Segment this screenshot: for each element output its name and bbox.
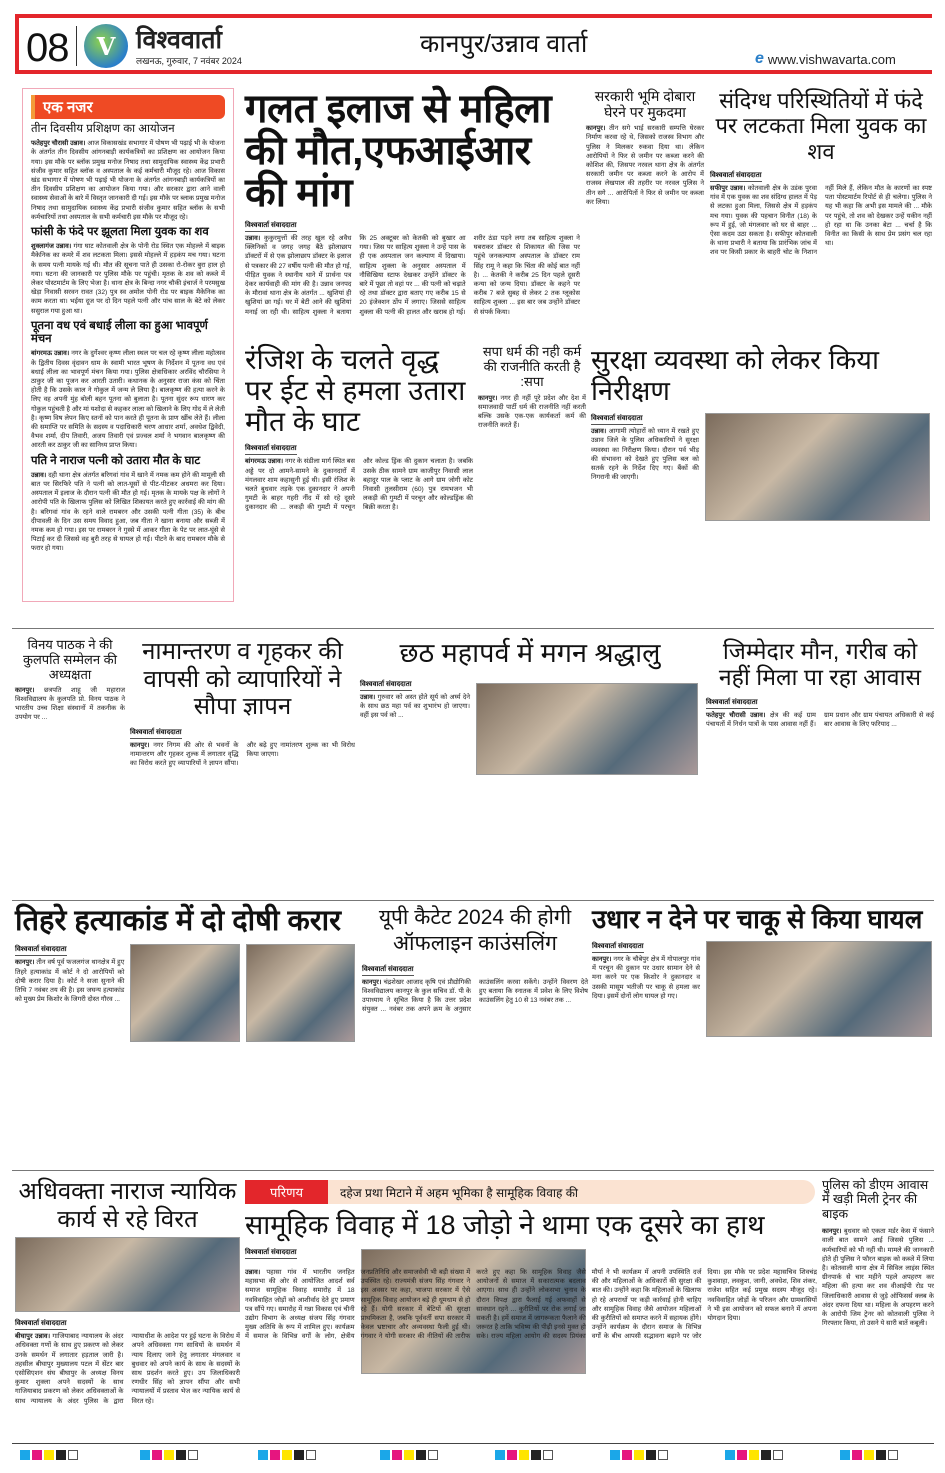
color-swatch [32,1450,42,1460]
divider [12,900,934,901]
brief-title: पूतना वध एवं बधाई लीला का हुआ भावपूर्ण मंचन [31,319,208,346]
article-jimmedar [706,638,934,893]
color-swatch [876,1450,886,1460]
byline: विश्ववार्ता संवाददाता [591,414,643,425]
article-udhar [592,905,932,1165]
brief-dateline: उन्नाव। [31,471,47,479]
color-swatch [634,1450,644,1460]
byline: विश्ववार्ता संवाददाता [130,728,182,739]
color-swatch [306,1450,316,1460]
article-adhivakta [15,1178,240,1440]
byline: विश्ववार्ता संवाददाता [245,221,297,232]
parinay-strip [245,1180,815,1204]
article-samuhik-vivah [245,1210,817,1442]
color-swatch [840,1450,850,1460]
color-swatch [56,1450,66,1460]
headline: सामूहिक विवाह में 18 जोड़ो ने थामा एक दूसरे का हाथ [245,1210,765,1240]
article-body: पहासा गांव में भारतीय जनहित महासभा की ओर से आयोजित आदर्श सर्व समाज सामूहिक विवाह समारोह में 18 नवविवाहित जोड़ों को आशीर्वाद देते हुए प्रमाण पत्र सौंपे गए। समारोह में गन्ना विकास एवं चीनी उद्योग विभाग के अध्यक्ष संजय सिंह गंगवार मुख्य अतिथि के रूप में शामिल हुए। कार्यक्रम में समाज के विभिन्न वर्गों के लोग, क्षेत्रीय जनप्रतिनिधि और समाजसेवी भी बड़ी संख्या में उपस्थित रहे। राज्यमंत्री संजय सिंह गंगवार ने इस अवसर पर कहा, भाजपा सरकार में ऐसे सामूहिक विवाह आयोजन बड़े ही धूमधाम से हो रहे हैं। योगी सरकार में बेटियों की सुरक्षा प्राथमिकता है, जबकि पूर्ववर्ती सपा सरकार में केवल भ्रष्टाचार और अव्यवस्था फैली हुई थी। गंगवार ने योगी सरकार की नीतियों की तारीफ करते हुए कहा कि सामूहिक विवाह जैसे आयोजनों से समाज में सकारात्मक बदलाव आएगा। साथ ही उन्होंने लोकसभा चुनाव के दौरान विपक्ष द्वारा फैलाई गई अफवाहों से सावधान रहने ... कुरीतियों पर रोक लगाई जा सकती है। हमें समाज में जागरूकता फैलाने की जरूरत है ताकि भविष्य की पीढ़ी इनसे मुक्त हो सके। राज्य महिला आयोग की सदस्य प्रियंका मौर्या ने भी कार्यक्रम में अपनी उपस्थिति दर्ज की और महिलाओं के अधिकारों की सुरक्षा की बात की। उन्होंने कहा कि महिलाओं के खिलाफ हो रहे अपराधों पर कड़ी कार्रवाई होनी चाहिए और सामूहिक विवाह जैसे आयोजन महिलाओं की कुरीतियों को समाप्त करने में सहायक होंगे। उन्होंने कार्यक्रम के दौरान समाज के विभिन्न वर्गों के बीच आपसी सद्भावना बढ़ाने पर जोर दिया। इस मौके पर प्रदेश महासचिव शिवचंद्र कुशवाहा, लवकुश, जानी, अवधेश, शिव शंकर, राजेश सहित कई प्रमुख सदस्य मौजूद रहे। नवविवाहित जोड़ों के परिजन और ग्रामवासियों ने भी इस आयोजन को सफल बनाने में अपना योगदान दिया। [245,1269,817,1341]
color-bar [258,1450,316,1460]
color-swatch [258,1450,268,1460]
color-swatch [531,1450,541,1460]
byline: विश्ववार्ता संवाददाता [362,965,414,976]
color-swatch [622,1450,632,1460]
article-body: नगर निगम की ओर से भवनों के नामान्तरण और गृहकर शुल्क में लगातार वृद्धि का विरोध करते हुए व्यापारियों ने ज्ञापन सौंपा। और बढ़े हुए नामांतरण शुल्क का भी विरोध किया जाएगा। [130,741,355,768]
article-dateline: कानपुर। [362,978,382,986]
article-body: क्षेत्र की कई ग्राम पंचायतों में निर्धन पात्रों के पास आवास नहीं हैं। ग्राम प्रधान और ग्राम पंचायत अधिकारी से कई बार आवास के लिए फरियाद ... [706,711,934,729]
color-bar [840,1450,898,1460]
page-number: 08 [26,26,69,70]
article-body: छत्रपति शाहू जी महाराज विश्वविद्यालय के कुलपति प्रो. विनय पाठक ने भारतीय उच्च शिक्षा संस्थानों में तकनीक के उपयोग पर ... [15,686,125,722]
color-swatch [495,1450,505,1460]
photo-chhath-devotees [476,683,698,775]
article-body: नगर के चौबेपुर क्षेत्र में गोपालपुर गांव में परचून की दुकान पर उधार सामान देने से मना करने पर एक किशोर ने दुकानदार व उसकी मासूम भतीजी पर चाकू से हमला कर दिया। इसमें दोनों लोग घायल हो गए। [592,955,700,1000]
brief-title: फांसी के फंदे पर झूलता मिला युवक का शव [31,226,209,239]
article-dateline: सफीपुर उन्नाव। [710,184,746,192]
article-dateline: कानपुर। [15,959,35,967]
color-swatch [416,1450,426,1460]
headline: छठ महापर्व में मगन श्रद्धालु [399,638,661,668]
divider [76,26,77,66]
parinay-label: परिणय [245,1180,328,1204]
color-swatch [20,1450,30,1460]
article-police-bike [822,1178,934,1440]
brief-item [31,320,225,451]
article-dateline: कानपुर। [15,686,35,694]
byline: विश्ववार्ता संवाददाता [710,171,762,182]
brief-item [31,455,225,554]
article-body: गुरुवार को अस्त होते सूर्य को अर्घ्य देने के साथ छठ महा पर्व का शुभारंभ हो जाएगा। वहीं इस पर्व को ... [360,694,470,720]
byline: विश्ववार्ता संवाददाता [706,698,758,709]
website-url[interactable]: www.vishwavarta.com [767,51,896,67]
color-swatch [507,1450,517,1460]
headline: गलत इलाज से महिला की मौत,एफआईआर की मांग [245,87,552,215]
byline: विश्ववार्ता संवाददाता [15,945,67,956]
article-dateline: फतेहपुर चौरासी उन्नाव। [706,711,766,719]
brief-body: नगर के दुर्गेश्वर कृष्ण लीला स्थल पर चल रहे कृष्ण लीला महोत्सव के द्वितीय दिवस वृंदावन धाम के स्वामी भारत भूषण के निर्देशन में पूतना वध एवं बधाई लीला का भावपूर्ण मंचन किया गया। पुलिस क्षेत्राधिकार अरविंद चौरसिया ने ठाकुर जी का पूजन कर आरती उतारी। कथानक के अनुसार राजा कंस को चिंता होती है कि उसके काल ने गोकुल में जन्म ले लिया है। बालकृष्ण की हत्या करने के लिए वह अपनी मुंह बोली बहन पूतना को बुलाता है। पूतना सुंदर रूप धारण कर गोकुल पहुंचती है और मां यशोदा से कहकर लाला को खिलाने के लिए गोद में ले लेती है। कृष्ण विष लेपन किए स्तनों को पान करते ही पूतना के प्राण खींच लेते हैं। लीला की समाप्ति पर समिति के सदस्य व पदाधिकारी चरण आधार शर्मा, अवधेश द्विवेदी, वैभव शर्मा, दीप तिवारी, अजय तिवारी एवं प्रज्वल शर्मा ने भगवान बालकृष्ण की आरती कर ठाकुर जी का सानिध्य प्राप्त किया। [31,350,225,450]
color-bar [725,1450,783,1460]
article-body: नगर के संडीला मार्ग स्थित बस अड्डे पर दो आमने-सामने के दुकानदारों में मंगलवार शाम कहासुनी हुई थी। इसी रंजिश के चलते बुधवार तड़के एक दुकानदार ने अपनी गुमटी के बाहर गहरी नींद में सो रहे दूसरे दुकानदार की ... लकड़ी की गुमटी में परचून और कोल्ड ड्रिंक की दुकान चलाता है। जबकि उसके ठीक सामने ग्राम काजीपुर निवासी लाल बहादुर पाल के प्लाट के आगे ग्राम जोगी कोट निवासी तुलसीराम (60) पुत्र रामभजन भी लकड़ी की गुमटी में परचून और कोल्डड्रिंक की बिक्री करता है। [245,458,473,512]
brief-item [31,226,225,316]
article-vinay-pathak [15,638,125,893]
logo-globe-icon: V [84,24,128,68]
headline: तिहरे हत्याकांड में दो दोषी करार [15,905,341,937]
divider [12,1170,934,1171]
headline: सरकारी भूमि दोबारा घेरने पर मुकदमा [594,88,696,121]
article-dateline: उन्नाव। [245,1269,261,1276]
article-tihre [15,905,355,1165]
color-bar [380,1450,438,1460]
color-swatch [888,1450,898,1460]
color-swatch [428,1450,438,1460]
color-swatch [864,1450,874,1460]
photo-accused-1 [130,944,239,1042]
brief-body: गंगा घाट कोतवाली क्षेत्र के पोनी रोड स्थित एक मोहल्ले में बाइक मैकेनिक का कमरे में शव लटकता मिला। इससे मोहल्ले में हड़कंप मच गया। घटना के समय पत्नी मायके गई थी। मौत की सूचना पाते ही उसका रो-रोकर बुरा हाल हो गया। घटना की जानकारी पर पुलिस मौके पर पहुंची। मृतक के शव को कब्जे में लेकर पोस्टमार्टम के लिए भेजा है। थाना क्षेत्र के बिन्दा नगर चौकी इंचार्ज ने परमसुख खेड़ा निवासी सरवन रावत (32) पुत्र स्व अमोल पोनी रोड पर बाइक मैकेनिक का काम करता था। भईया दूज पर दो दिन पहले पत्नी और पांच साल के बेटे को लेकर ससुराल गया हुआ था। [31,243,225,315]
website-link[interactable] [755,50,896,68]
color-swatch [188,1450,198,1460]
paper-name: विश्ववार्ता [136,26,223,54]
headline: संदिग्ध परिस्थितियों में फंदे पर लटकता मिला युवक का शव [715,88,927,164]
article-namantaran [130,638,355,893]
color-swatch [380,1450,390,1460]
article-body: नगर ही नहीं पूरे प्रदेश और देश में समाजवादी पार्टी धर्म की राजनीति नहीं करती बल्कि उसके एक-एक कार्यकर्ता कर्म की राजनीति करते हैं। [478,394,586,430]
article-dateline: कानपुर। [478,394,498,402]
color-swatch [294,1450,304,1460]
headline: विनय पाठक ने की कुलपति सम्मेलन की अध्यक्षता [22,637,117,682]
headline: पुलिस को डीएम आवास में खड़ी मिली ट्रेनर की बाइक [822,1178,929,1221]
photo-police-inspection [705,413,930,521]
article-body: कुकुरमुत्तों की तरह खुल रहे अवैध क्लिनिकों व जगह जगह बैठे झोलाछाप डॉक्टरों में से एक झोलाछाप डॉक्टर के इलाज से पत्रकार की 27 वर्षीय पत्नी की मौत हो गई, पीड़ित युवक ने स्थानीय थाने में प्रार्थना पत्र देकर कार्यवाही की मांग की है। उन्नाव जनपद के मौरावां थाना क्षेत्र के अंतर्गत ... खुशियां ही खुशियां छा गई। घर में बेटी आने की खुशियां मनाई जा रही थी। साहित्य शुक्ला ने बताया कि 25 अक्टूबर को केतकी को बुखार आ गया। जिस पर साहित्य शुक्ला ने उन्हें पास के ही एक अस्पताल जन कल्याण में दिखाया। साहित्य शुक्ला के अनुसार अस्पताल में नौसिखिया स्टाफ देखकर उन्होंने डॉक्टर के बारे में पूछा तो वहां पर ... की पत्नी को चढ़ाते रहे तथा डॉक्टर द्वारा बताए गए करीब 15 से 20 इंजेक्शन ठोंप में लगाए। जिससे साहित्य शुक्ला की पत्नी की हालत और खराब हो गई। शरीर ठंडा पड़ने लगा तब साहित्य शुक्ला ने घबराकर डॉक्टर से शिकायत की जिस पर पहुंचे जनकल्याण अस्पताल के डॉक्टर राम सिंह रामू ने कहा कि चिंता की कोई बात नहीं है। ... केतकी ने करीब 25 दिन पहले दूसरी कन्या को जन्म दिया। डॉक्टर के कहने पर करीब 7 बजे सुबह से लेकर 2 तक ग्लूकोस साहित्य शुक्ला ... इस बार जब उन्होंने डॉक्टर से संपर्क किया। [245,235,580,316]
headline: यूपी कैटेट 2024 की होगी ऑफलाइन काउंसलिंग [378,906,572,956]
color-swatch [404,1450,414,1460]
article-body: तीन सगे भाई सरकारी सम्पत्ति घेरकर निर्माण करवा रहे थे, जिसको राजस्व विभाग और पुलिस ने मिलकर रुकवा दिया था। लेकिन आरोपियों ने फिर से जमीन पर कब्जा करने की कोशिश की, जिसपर नरवल थाना क्षेत्र के अंतर्गत सरकारी जमीन पर कब्जा करने के आरोप में राजस्व लेखपाल की तहरीर पर नरवल पुलिस ने तीन सगे ... आरोपितों ने फिर से जमीन पर कब्जा कर लिया। [586,125,704,206]
color-swatch [725,1450,735,1460]
ek-nazar-label: एक नजर [31,95,225,119]
article-dateline: कानपुर। [822,1228,842,1236]
article-sarkari-bhumi [586,88,704,338]
brief-dateline: बांगरमऊ उन्नाव। [31,350,70,358]
color-bar [610,1450,668,1460]
photo-accused-2 [246,944,355,1042]
byline: विश्ववार्ता संवाददाता [360,680,412,691]
byline: विश्ववार्ता संवाददाता [245,444,297,455]
headline: सपा धर्म की नही कर्म की राजनीति करती है :सपा [482,344,582,389]
byline: विश्ववार्ता संवाददाता [15,1319,67,1330]
browser-e-icon: e [755,50,764,67]
color-swatch [44,1450,54,1460]
color-bar [495,1450,553,1460]
color-bar [20,1450,78,1460]
headline: नामान्तरण व गृहकर की वापसी को व्यापारियों ने सौपा ज्ञापन [142,638,343,721]
headline: सुरक्षा व्यवस्था को लेकर किया निरीक्षण [591,345,879,407]
brief-body: दही थाना क्षेत्र अंतर्गत बरिगवां गांव में खाने में नमक कम होने की मामूली सी बात पर सिरफिरे पति ने पत्नी को लात-घूसों से पीट-पीटकर अधमरा कर दिया। अस्पताल में इलाज के दौरान पत्नी की मौत हो गई। मृतक के मायके पक्ष के लोगों ने आरोपी पति के खिलाफ पुलिस को लिखित शिकायत करते हुए कार्रवाई की मांग की है। बरिगवां गांव के रहने वाले रामबरन और उसकी पत्नी गीता (35) के बीच दीपावली के दिन उस समय विवाद हुआ, जब गीता ने खाना बनाया और सब्जी में नमक कम हो गया। इस पर रामबरन ने गुस्से में आकर गीता के पेट पर लात-घूंसे से पिटाई कर दी जिससे वह बुरी तरह से घायल हो गई। पीटने के बाद रामबरन मौके से फरार हो गया। [31,471,225,553]
article-body: चंद्रशेखर आजाद कृषि एवं प्रौद्योगिकी विश्वविद्यालय कानपुर के कुल सचिव डॉ. पी के उपाध्याय ने सूचित किया है कि उत्तर प्रदेश संयुक्त ... नवंबर तक अपने क्रम के अनुसार काउंसलिंग करवा सकेंगे। उन्होंने विवरण देते हुए बताया कि स्नातक में प्रवेश के लिए विशेष काउंसलिंग हेतु 10 से 13 नवंबर तक ... [362,978,588,1014]
color-swatch [152,1450,162,1460]
color-swatch [140,1450,150,1460]
headline: उधार न देने पर चाकू से किया घायल [592,904,923,934]
headline: रंजिश के चलते वृद्ध पर ईट से हमला उतारा मौत के घाट [245,344,466,437]
article-sapa [478,345,586,600]
color-swatch [176,1450,186,1460]
article-ranjish [245,345,473,600]
article-dateline: कानपुर। [592,955,612,963]
brief-title: तीन दिवसीय प्रशिक्षण का आयोजन [31,123,175,135]
divider [12,1443,934,1444]
brief-item [31,123,225,222]
ek-nazar-box [22,88,234,602]
brief-dateline: शुक्लागंज उन्नाव। [31,243,72,251]
color-swatch [392,1450,402,1460]
article-dateline: बांगरमऊ उन्नाव। [245,458,284,466]
color-swatch [282,1450,292,1460]
article-dateline: कानपुर। [586,125,606,133]
article-chhath [360,638,700,893]
color-swatch [270,1450,280,1460]
article-body-col [245,1268,817,1440]
brief-title: पति ने नाराज पत्नी को उतारा मौत के घाट [31,454,201,467]
divider [12,628,934,629]
color-bar [140,1450,198,1460]
article-suraksha [591,345,932,600]
dateline: लखनऊ, गुरुवार, 7 नवंबर 2024 [136,56,242,66]
strip-text: दहेज प्रथा मिटाने में अहम भूमिका है सामूहिक विवाह की [340,1185,579,1200]
article-body: बुधवार को एकता मर्डर केस में फंसाने वाली बात सामने आई जिससे पुलिस ... कर्मचारियों को भी नहीं थी। मामले की जानकारी होते ही पुलिस ने फौरन बाइक को कब्जे में लिया है। कोतवाली थाना क्षेत्र में सिविल लाइंस स्थित ग्रीनपार्क से चार महीने पहले अपहरण कर महिला की हत्या कर शव वीआईपी रोड पर जिलाधिकारी आवास से जुड़े ऑफिसर्स क्लब के अंदर दफना दिया था। महिला के अपहरण करने के आरोपी जिम ट्रेनर को कोतवाली पुलिस ने गिरफ्तार किया, तो उसने ये सारी बातें कबूली। [822,1228,934,1328]
article-body: गाजियाबाद न्यायालय के अंदर अधिवक्ता गणों के साथ हुए प्रकरण को लेकर उनके समर्थन में लगातार हड़ताल जारी है। तहसील बीघापुर मुख्यालय पटल में सेंटर बार एसोसिएशन संघ बीघापुर के अध्यक्ष विनय कुमार शुक्ला अपने सदस्यों के साथ गाजियाबाद प्रकरण को लेकर अधिवक्ताओं के साथ न्यायालय के अंदर पुलिस के द्वारा न्यायाधीश के आदेश पर हुई घटना के विरोध में अपने अधिवक्ता गण साथियों के समर्थन में न्याय दिलाए जाने हेतु लगातार मंगलवार व बुधवार को अपने कार्य के साथ के सदस्यों के साथ प्रदर्शन करते हुए। उप जिलाधिकारी रणधीर सिंह को ज्ञापन सौंपा और सभी न्यायालयों में प्रस्ताव भेज कर न्यायिक कार्य से विरत रहे। [15,1333,240,1405]
section-title: कानपुर/उन्नाव वार्ता [420,30,588,58]
headline: अधिवक्ता नाराज न्यायिक कार्य से रहे विरत [18,1178,237,1233]
photo-injured [706,941,932,1037]
color-swatch [68,1450,78,1460]
article-dateline: उन्नाव। [360,694,376,702]
article-dateline: उन्नाव। [245,235,261,242]
color-swatch [543,1450,553,1460]
article-sandigdh [710,88,932,338]
article-dateline: बीघापुर उन्नाव। [15,1333,51,1341]
article-catet [362,905,588,1165]
color-swatch [761,1450,771,1460]
color-swatch [610,1450,620,1460]
color-swatch [749,1450,759,1460]
article-dateline: कानपुर। [130,741,150,749]
article-body: कोतवाली क्षेत्र के उडंक पुरवा गांव में एक युवक का शव संदिग्ध हालत में पेड़ से लटका हुआ मिला, जिससे क्षेत्र में हड़कंप मच गया। युवक की पहचान विनीत (18) के रूप में हुई, जो मंगलवार को घर से बाहर ... ऐसा कदम उठा सकता है। सफीपुर कोतवाली के थाना प्रभारी ने बताया कि प्रारंभिक जांच में शव पर किसी प्रकार के बाहरी चोट के निशान नहीं मिले हैं, लेकिन मौत के कारणों का स्पष्ट पता पोस्टमार्टम रिपोर्ट से ही चलेगा। पुलिस ने यह भी कहा कि अभी इस मामले की ... मौके पर पहुंचे, तो शव को देखकर उन्हें यकीन नहीं हो रहा था कि उनका बेटा ... चर्चा है कि विनीत का किसी के साथ प्रेम प्रसंग चल रहा था। [710,184,932,257]
byline: विश्ववार्ता संवाददाता [592,942,644,953]
brief-body: आज विकासखंड सभागार में पोषण भी पढ़ाई भी के योजना के अंतर्गत तीन दिवसीय आंगनबाड़ी कार्यकत्रियों का प्रशिक्षण का आयोजन किया गया। इस मौके पर ब्लॉक प्रमुख मनोज निषाद तथा सामुदायिक स्वास्थ्य केंद्र प्रभारी संजीव कुमार सहित ब्लॉक व अस्पताल के कई कर्मचारी मौजूद रहे। आज विकास खंड सभागार में पोषण भी पढ़ाई भी योजना के अंतर्गत आंगनबाड़ी कार्यकत्रियों का तीन दिवसीय प्रशिक्षण का आयोजन किया गया। और सरकार द्वारा आने वाली स्वास्थ्य सेवाओं के बारे में विस्तृत जानकारी दी गई। इस मौके पर ब्लाक प्रमुख मनोज निषाद तथा सामुदायिक स्वास्थ्य केंद्र प्रभारी संजीव कुमार सहित ब्लॉक के सभी कर्मचारियों तथा अस्पताल के सभी कर्मचारी इस मौके पर मौजूद रहे। [31,140,225,221]
color-swatch [737,1450,747,1460]
headline: जिम्मेदार मौन, गरीब को नहीं मिला पा रहा आवास [718,638,922,691]
color-swatch [658,1450,668,1460]
article-body: तीन वर्ष पूर्व फजलगंज थानक्षेत्र में हुए तिहरे हत्याकांड में कोर्ट ने दो आरोपियों को दोषी करार दिया है। कोर्ट ने सजा सुनाने की तिथि 7 नवंबर तय की है। इस जघन्य हत्याकांड को मुख्य प्रेम किशोर के जिगरी दोस्त गौरव ... [15,959,125,1004]
photo-advocates [15,1237,240,1312]
color-swatch [852,1450,862,1460]
color-swatch [164,1450,174,1460]
byline: विश्ववार्ता संवाददाता [245,1248,297,1259]
article-dateline: उन्नाव। [591,428,607,436]
color-swatch [646,1450,656,1460]
article-body: आगामी त्योहारों को ध्यान में रखते हुए उन्नाव जिले के पुलिस अधिकारियों ने सुरक्षा व्यवस्था का निरीक्षण किया। दौरान पर्व भीड़ की संभावना को देखते हुए पुलिस बल को सतर्क रहने के निर्देश दिए गए। बैंकों की निगरानी की जाएगी। [591,428,699,482]
color-swatch [773,1450,783,1460]
article-main [245,88,580,338]
brief-dateline: फतेहपुर चौरासी उन्नाव। [31,140,86,148]
color-swatch [519,1450,529,1460]
